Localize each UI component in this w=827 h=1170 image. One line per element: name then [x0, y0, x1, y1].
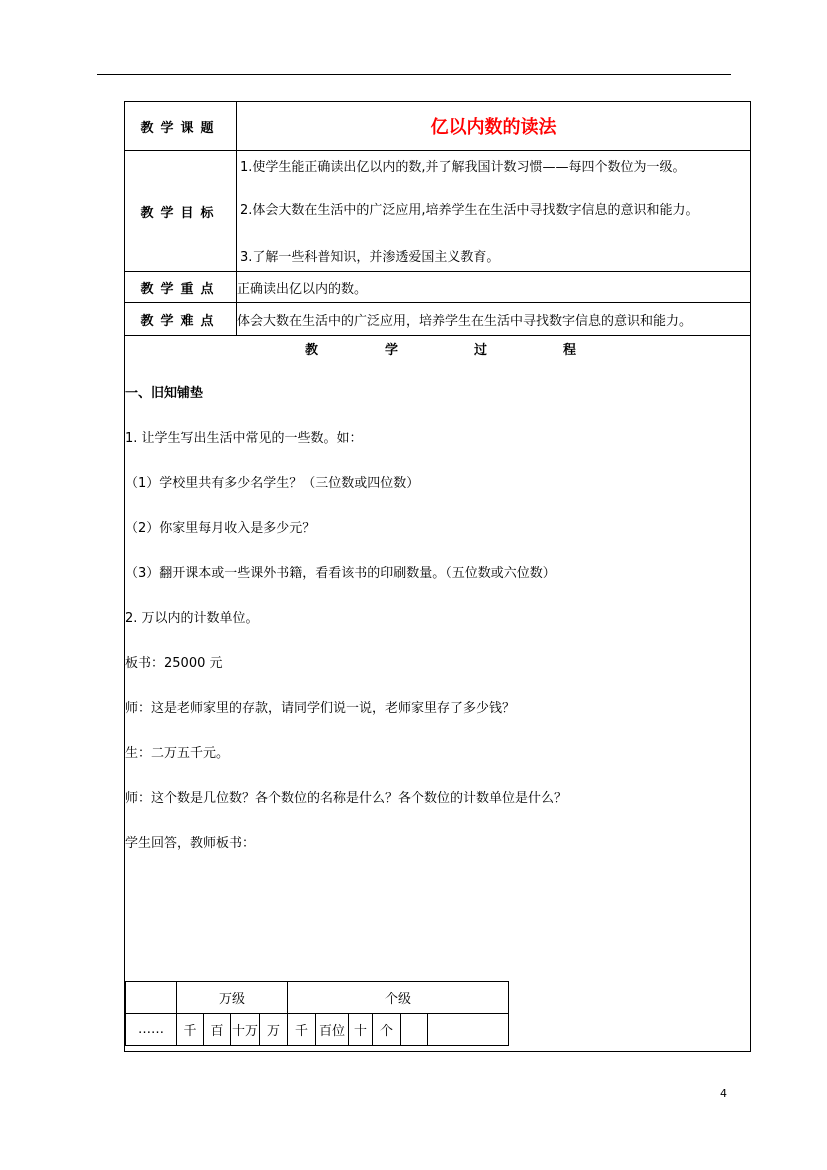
place-header-wan: 万级	[177, 982, 288, 1014]
topic-label: 教学课题	[125, 102, 237, 151]
heading-char: 教	[305, 343, 319, 358]
heading-char: 程	[563, 343, 577, 358]
process-line: 学生回答，教师板书：	[125, 836, 256, 851]
key-text: 正确读出亿以内的数。	[237, 272, 751, 303]
place-cell: 十	[349, 1014, 373, 1046]
place-cell	[428, 1014, 509, 1046]
goals-row	[125, 151, 751, 272]
place-cell: 百位	[316, 1014, 349, 1046]
difficulty-row	[125, 303, 751, 336]
goal-item: 2.体会大数在生活中的广泛应用,培养学生在生活中寻找数字信息的意识和能力。	[240, 203, 699, 218]
difficulty-label: 教学难点	[125, 303, 237, 336]
goal-item: 3.了解一些科普知识，并渗透爱国主义教育。	[240, 250, 500, 265]
section-heading: 一、旧知铺垫	[125, 386, 204, 401]
process-heading	[125, 336, 750, 366]
place-cell: ……	[126, 1014, 177, 1046]
place-value-table	[125, 981, 509, 1046]
process-line: 2. 万以内的计数单位。	[125, 611, 259, 626]
process-line: 1. 让学生写出生活中常见的一些数。如：	[125, 431, 363, 446]
heading-char: 过	[474, 343, 488, 358]
place-cell	[401, 1014, 428, 1046]
lesson-plan-table	[124, 101, 751, 1052]
process-line: 生：二万五千元。	[125, 746, 230, 761]
process-line: 师：这是老师家里的存款，请同学们说一说，老师家里存了多少钱？	[125, 701, 516, 716]
place-cell: 百	[204, 1014, 231, 1046]
place-cell: 十万	[231, 1014, 260, 1046]
page-number: 4	[720, 1087, 727, 1100]
place-cell: 千	[177, 1014, 204, 1046]
process-line: （2）你家里每月收入是多少元？	[125, 521, 316, 536]
topic-title: 亿以内数的读法	[237, 102, 751, 151]
process-line: （1）学校里共有多少名学生？（三位数或四位数）	[125, 476, 420, 491]
process-cell	[125, 336, 751, 1052]
process-line: 师：这个数是几位数？各个数位的名称是什么？各个数位的计数单位是什么？	[125, 791, 568, 806]
key-row	[125, 272, 751, 303]
place-value-header-row	[126, 982, 509, 1014]
goals-cell	[237, 151, 751, 272]
goals-label: 教学目标	[125, 151, 237, 272]
place-header-empty	[126, 982, 177, 1014]
process-line: 板书：25000 元	[125, 656, 223, 671]
place-header-ge: 个级	[288, 982, 509, 1014]
difficulty-text: 体会大数在生活中的广泛应用，培养学生在生活中寻找数字信息的意识和能力。	[237, 303, 751, 336]
goal-item: 1.使学生能正确读出亿以内的数,并了解我国计数习惯——每四个数位为一级。	[240, 160, 686, 175]
header-rule	[97, 74, 731, 75]
key-label: 教学重点	[125, 272, 237, 303]
topic-row	[125, 102, 751, 151]
process-row	[125, 336, 751, 1052]
place-cell: 万	[260, 1014, 288, 1046]
heading-char: 学	[385, 343, 399, 358]
place-cell: 千	[288, 1014, 316, 1046]
place-cell: 个	[373, 1014, 401, 1046]
process-line: （3）翻开课本或一些课外书籍，看看该书的印刷数量。（五位数或六位数）	[125, 566, 556, 581]
place-value-row	[126, 1014, 509, 1046]
